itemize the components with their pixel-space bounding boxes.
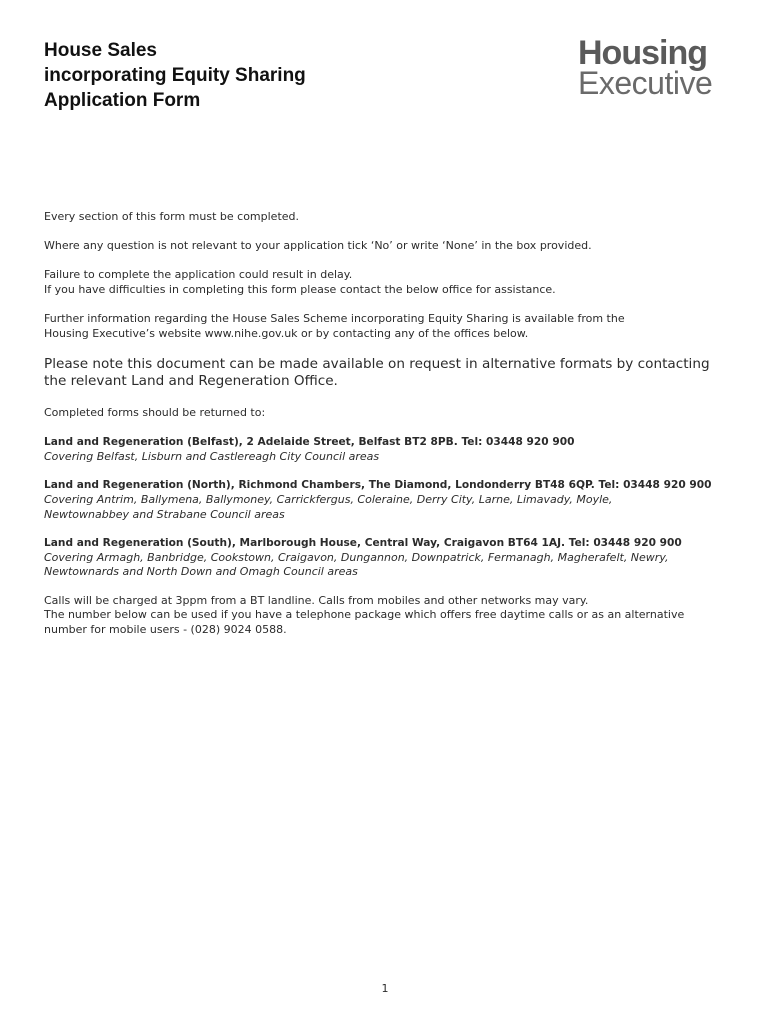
instruction-failure-delay-line-1: Failure to complete the application could result in delay.	[44, 268, 353, 282]
office-south	[44, 536, 724, 580]
instruction-further-info-line-2: Housing Executive’s website www.nihe.gov.uk or by contacting any of the offices below.	[44, 326, 529, 340]
office-north-address: Land and Regeneration (North), Richmond Chambers, The Diamond, Londonderry BT48 6QP. Tel: 03448 920 900	[44, 479, 712, 492]
logo-line-1: Housing	[578, 34, 707, 72]
instruction-not-relevant: Where any question is not relevant to your application tick ‘No’ or write ‘None’ in the box provided.	[44, 239, 592, 253]
page-number: 1	[381, 982, 389, 995]
office-south-address: Land and Regeneration (South), Marlborough House, Central Way, Craigavon BT64 1AJ. Tel: 03448 920 900	[44, 537, 682, 550]
alternative-formats-note	[44, 356, 724, 391]
form-instructions	[44, 210, 724, 652]
office-north-area-line-1: Covering Antrim, Ballymena, Ballymoney, Carrickfergus, Coleraine, Derry City, Larne, Limavady, Moyle,	[44, 492, 613, 506]
alternative-formats-note-line-2: the relevant Land and Regeneration Office.	[44, 373, 338, 390]
office-north-area-line-2: Newtownabbey and Strabane Council areas	[44, 507, 285, 521]
instruction-failure-delay-line-2: If you have difficulties in completing this form please contact the below office for assistance.	[44, 282, 556, 296]
office-south-area-line-2: Newtownards and North Down and Omagh Council areas	[44, 565, 358, 579]
housing-executive-logo	[578, 34, 730, 101]
call-charges-line-3: number for mobile users - (028) 9024 0588.	[44, 623, 287, 637]
call-charges-line-1: Calls will be charged at 3ppm from a BT landline. Calls from mobiles and other networks may vary.	[44, 593, 589, 607]
office-belfast	[44, 435, 724, 464]
office-belfast-area: Covering Belfast, Lisburn and Castlereagh City Council areas	[44, 449, 380, 463]
office-belfast-address: Land and Regeneration (Belfast), 2 Adelaide Street, Belfast BT2 8PB. Tel: 03448 920 900	[44, 436, 575, 449]
instruction-failure-delay	[44, 268, 724, 297]
logo-line-2: Executive	[578, 65, 713, 101]
form-title-line-1: House Sales	[44, 40, 157, 61]
alternative-formats-note-line-1: Please note this document can be made available on request in alternative formats by contacting	[44, 355, 710, 372]
office-north	[44, 478, 724, 522]
call-charges-note	[44, 594, 724, 638]
office-south-area-line-1: Covering Armagh, Banbridge, Cookstown, Craigavon, Dungannon, Downpatrick, Fermanagh, Magherafelt, Newry,	[44, 550, 669, 564]
return-to-label: Completed forms should be returned to:	[44, 405, 266, 419]
call-charges-line-2: The number below can be used if you have a telephone package which offers free daytime calls or as an alternative	[44, 608, 685, 622]
instruction-complete-all: Every section of this form must be completed.	[44, 210, 300, 223]
instruction-further-info-line-1: Further information regarding the House Sales Scheme incorporating Equity Sharing is available from the	[44, 312, 625, 326]
form-title-line-3: Application Form	[44, 90, 201, 111]
instruction-further-info	[44, 312, 724, 341]
form-title-line-2: incorporating Equity Sharing	[44, 65, 306, 86]
form-title	[44, 38, 306, 113]
